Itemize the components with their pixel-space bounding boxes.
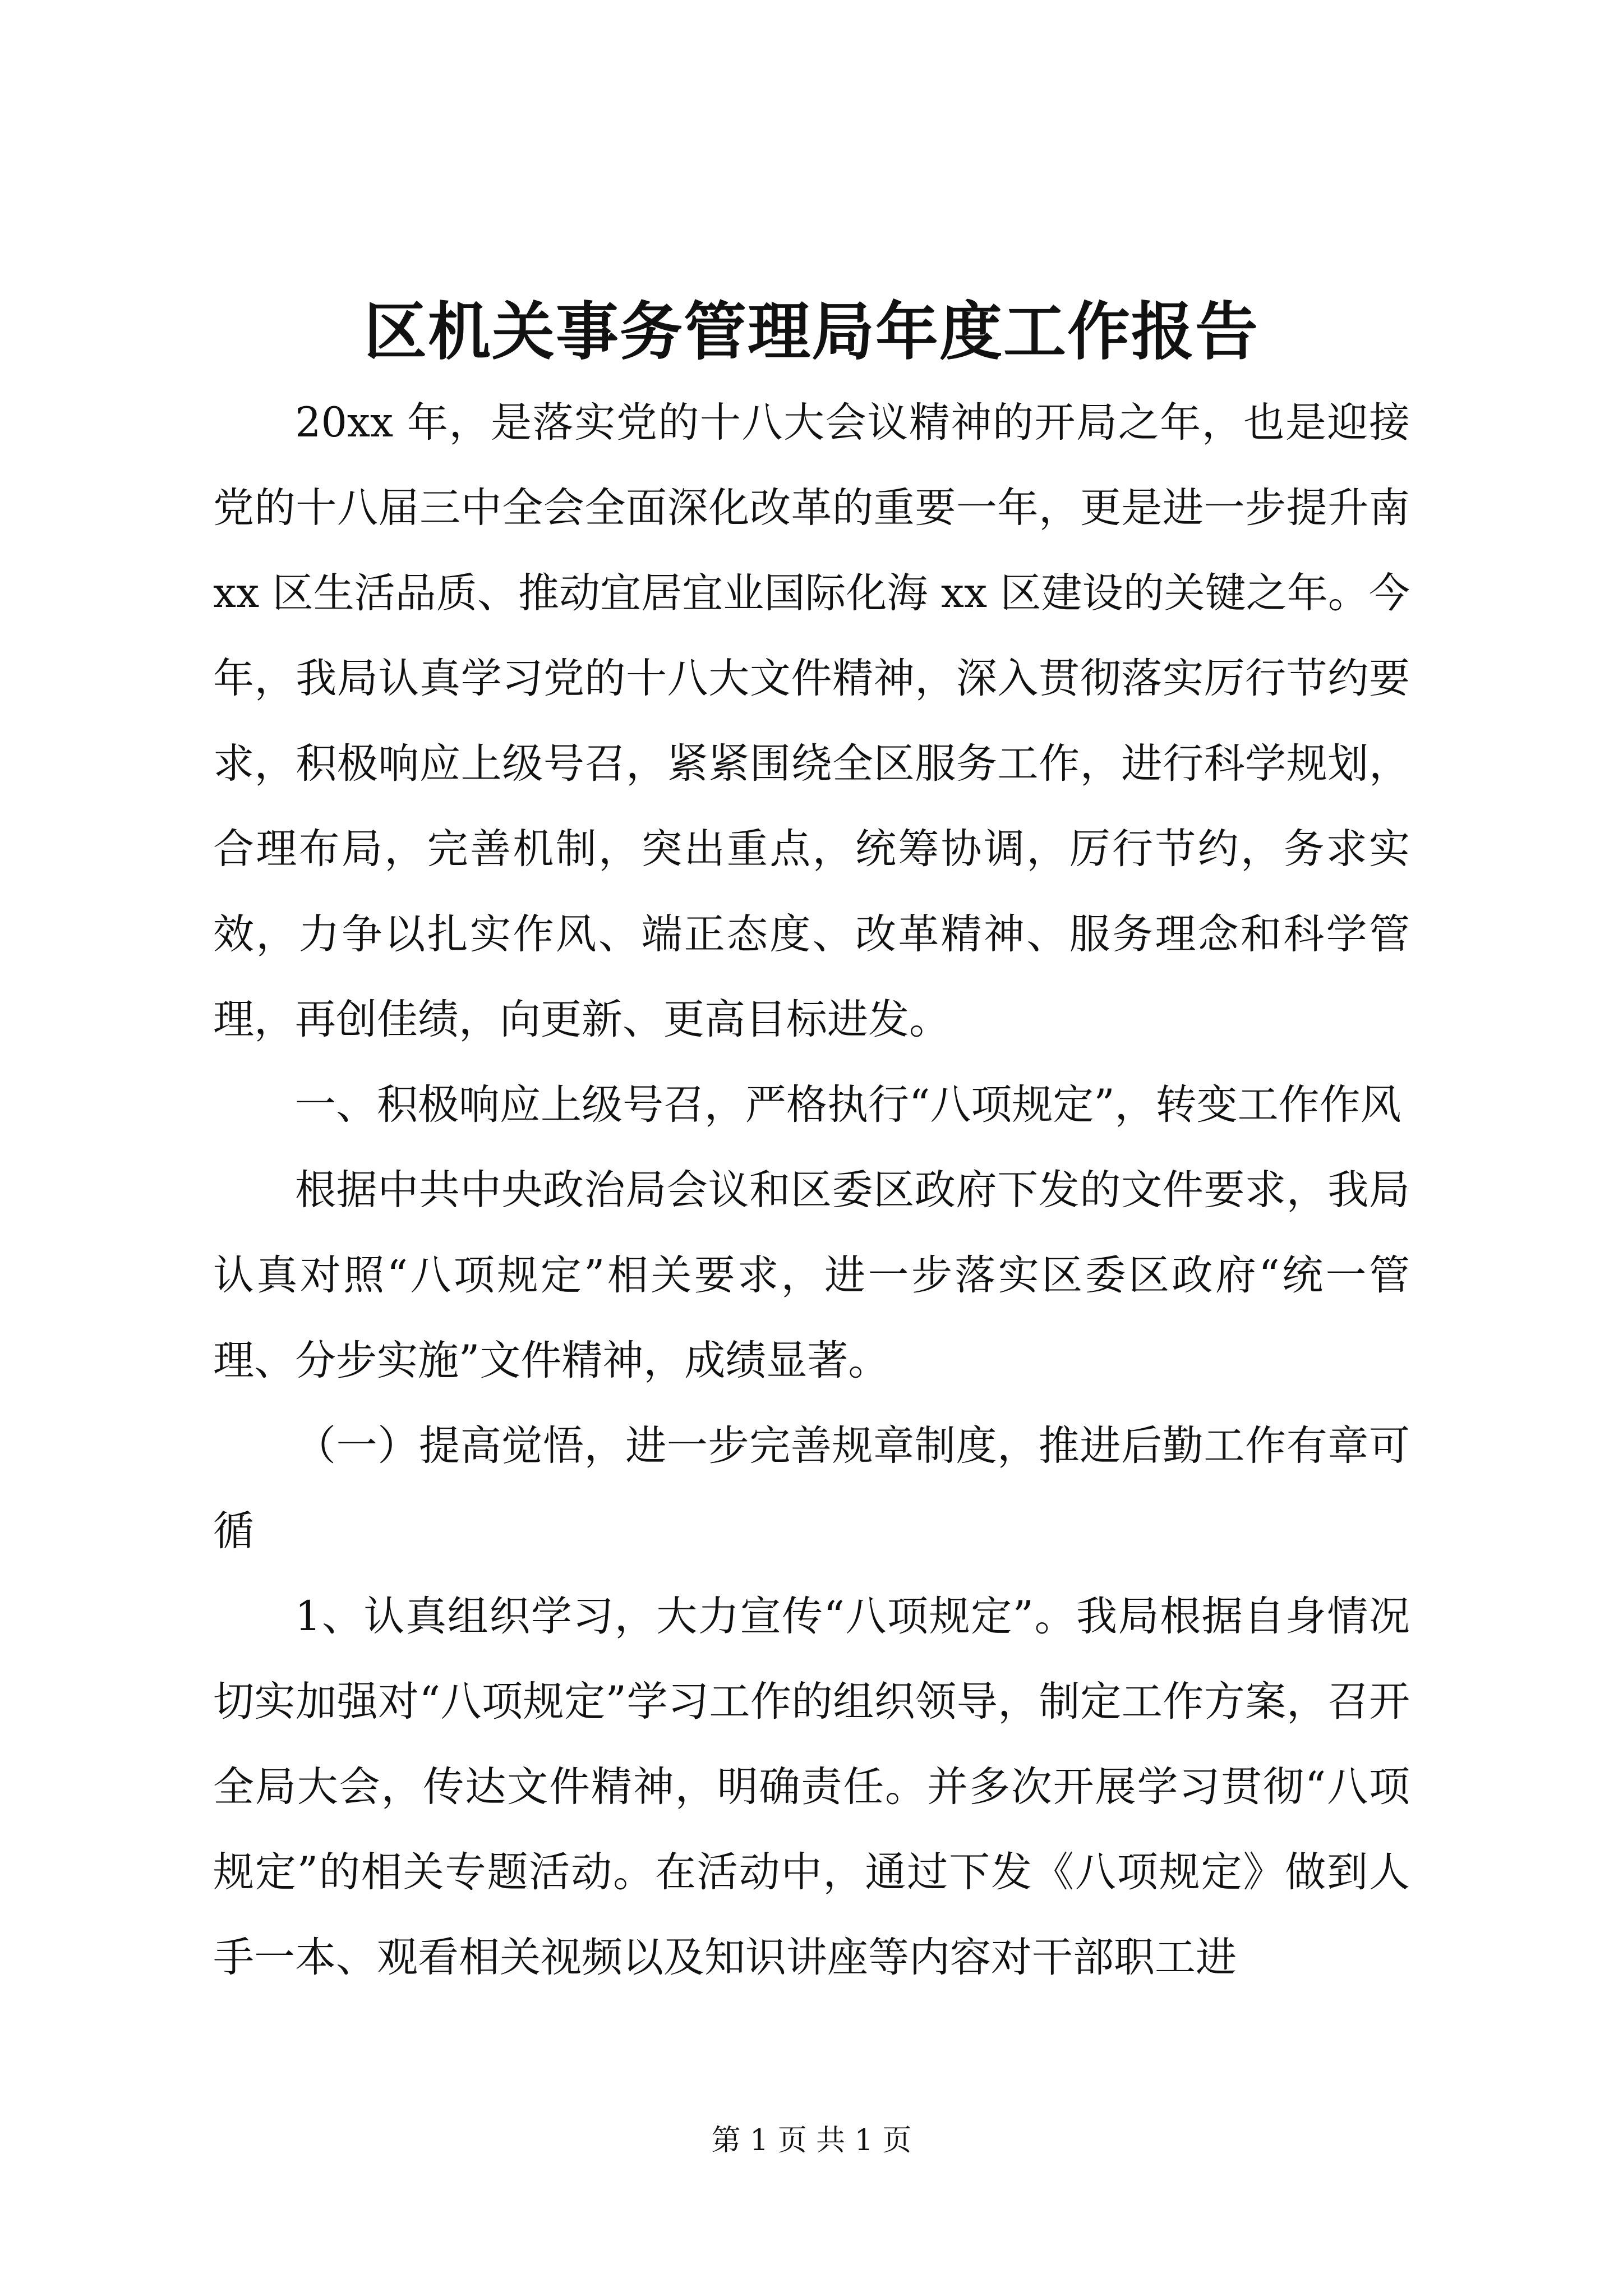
document-title: 区机关事务管理局年度工作报告 (364, 295, 1259, 369)
paragraph-item-1: 1、认真组织学习，大力宣传“八项规定”。我局根据自身情况切实加强对“八项规定”学习工作的组织领导，制定工作方案，召开全局大会，传达文件精神，明确责任。并多次开展学习贯彻“八项规定”的相关专题活动。在活动中，通过下发《八项规定》做到人手一本、观看相关视频以及知识讲座等内容对干部职工进 (213, 1593, 1410, 1981)
document-body (213, 380, 1410, 2000)
heading-section-1: 一、积极响应上级号召，严格执行“八项规定”，转变工作作风 (295, 1081, 1401, 1129)
heading-subsection-1: （一）提高觉悟，进一步完善规章制度，推进后勤工作有章可循 (213, 1422, 1410, 1555)
paragraph-section-1: 根据中共中央政治局会议和区委区政府下发的文件要求，我局认真对照“八项规定”相关要求，进一步落实区委区政府“统一管理、分步实施”文件精神，成绩显著。 (213, 1166, 1410, 1384)
paragraph-intro: 20xx 年，是落实党的十八大会议精神的开局之年，也是迎接党的十八届三中全会全面深化改革的重要一年，更是进一步提升南 xx 区生活品质、推动宜居宜业国际化海 xx 区建设的关键之年。今年，我局认真学习党的十八大文件精神，深入贯彻落实厉行节约要求，积极响应上级号召，紧紧围绕全区服务工作，进行科学规划，合理布局，完善机制，突出重点，统筹协调，厉行节约，务求实效，力争以扎实作风、端正态度、改革精神、服务理念和科学管理，再创佳绩，向更新、更高目标进发。 (213, 399, 1410, 1043)
page-footer: 第 1 页 共 1 页 (711, 2124, 912, 2157)
